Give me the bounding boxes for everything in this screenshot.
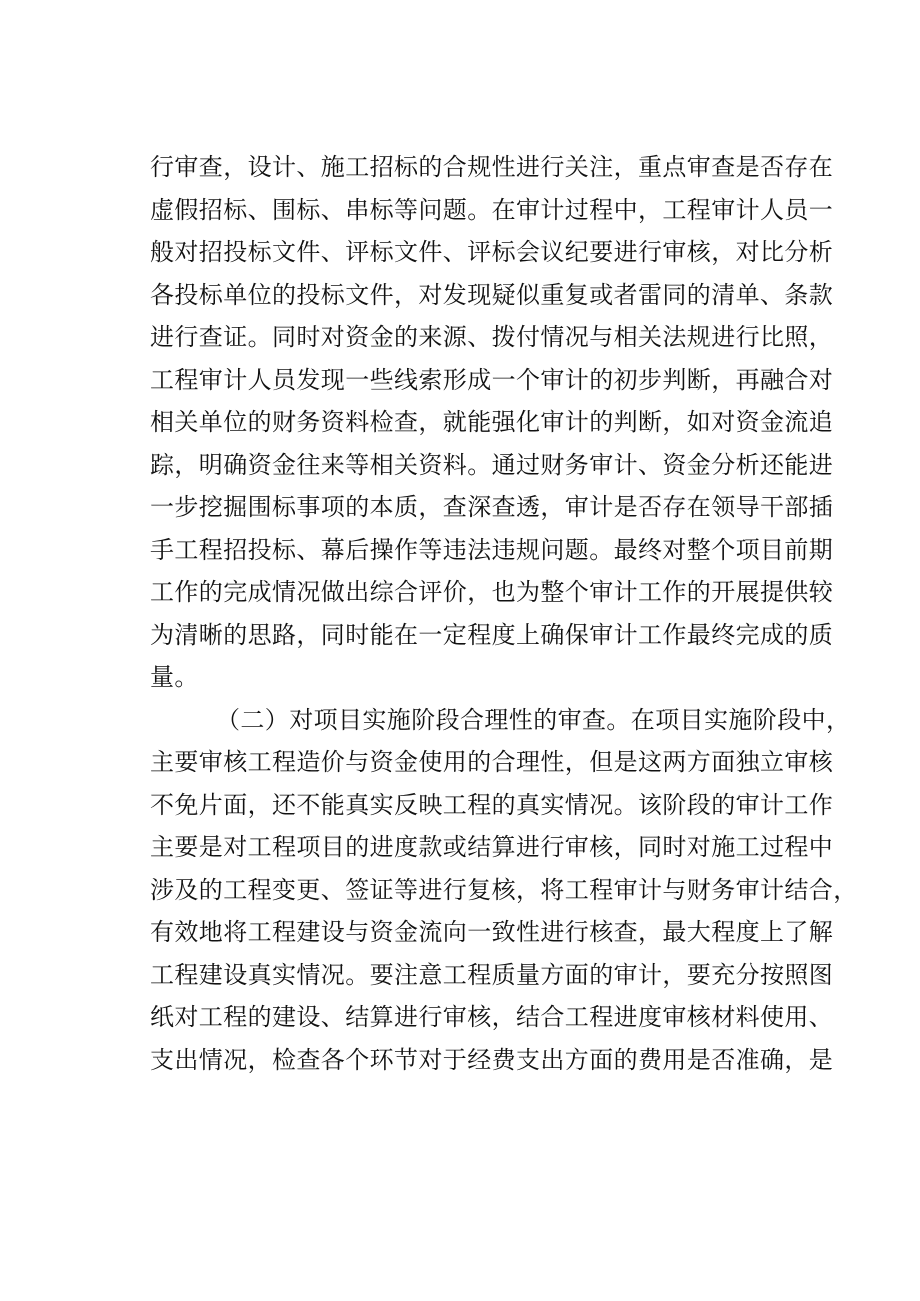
text-line: 手工程招投标、幕后操作等违法违规问题。最终对整个项目前期 <box>150 535 834 564</box>
text-line: 主要审核工程造价与资金使用的合理性，但是这两方面独立审核 <box>150 748 834 776</box>
section-heading-line: （二）对项目实施阶段合理性的审查。在项目实施阶段中， <box>216 705 851 734</box>
text-line: 一步挖掘围标事项的本质，查深查透，审计是否存在领导干部插 <box>150 493 834 521</box>
text-line: 般对招投标文件、评标文件、评标会议纪要进行审核，对比分析 <box>150 238 834 266</box>
text-line: 纸对工程的建设、结算进行审核，结合工程进度审核材料使用、 <box>150 1003 834 1031</box>
document-page <box>150 146 858 1081</box>
text-line: 为清晰的思路，同时能在一定程度上确保审计工作最终完成的质 <box>150 620 834 649</box>
text-line: 工程审计人员发现一些线索形成一个审计的初步判断，再融合对 <box>150 365 834 394</box>
text-line: 支出情况，检查各个环节对于经费支出方面的费用是否准确，是 <box>150 1045 834 1074</box>
text-line: 不免片面，还不能真实反映工程的真实情况。该阶段的审计工作 <box>150 790 834 819</box>
paragraph-continued <box>150 146 834 699</box>
text-line: 工作的完成情况做出综合评价，也为整个审计工作的开展提供较 <box>150 578 834 606</box>
text-line: 量。 <box>150 663 199 691</box>
text-line: 各投标单位的投标文件，对发现疑似重复或者雷同的清单、条款 <box>150 280 834 309</box>
text-line: 踪，明确资金往来等相关资料。通过财务审计、资金分析还能进 <box>150 450 834 479</box>
text-line: 主要是对工程项目的进度款或结算进行审核，同时对施工过程中 <box>150 833 834 861</box>
text-line: 行审查，设计、施工招标的合规性进行关注，重点审查是否存在 <box>150 153 834 181</box>
text-line: 有效地将工程建设与资金流向一致性进行核查，最大程度上了解 <box>150 918 834 946</box>
text-line: 工程建设真实情况。要注意工程质量方面的审计，要充分按照图 <box>150 960 834 989</box>
text-line: 虚假招标、围标、串标等问题。在审计过程中，工程审计人员一 <box>150 195 834 224</box>
text-line: 相关单位的财务资料检查，就能强化审计的判断，如对资金流追 <box>150 408 834 436</box>
paragraph-section-2 <box>150 699 858 1082</box>
text-line: 进行查证。同时对资金的来源、拨付情况与相关法规进行比照， <box>150 323 834 351</box>
text-line: 涉及的工程变更、签证等进行复核，将工程审计与财务审计结合， <box>150 875 858 904</box>
